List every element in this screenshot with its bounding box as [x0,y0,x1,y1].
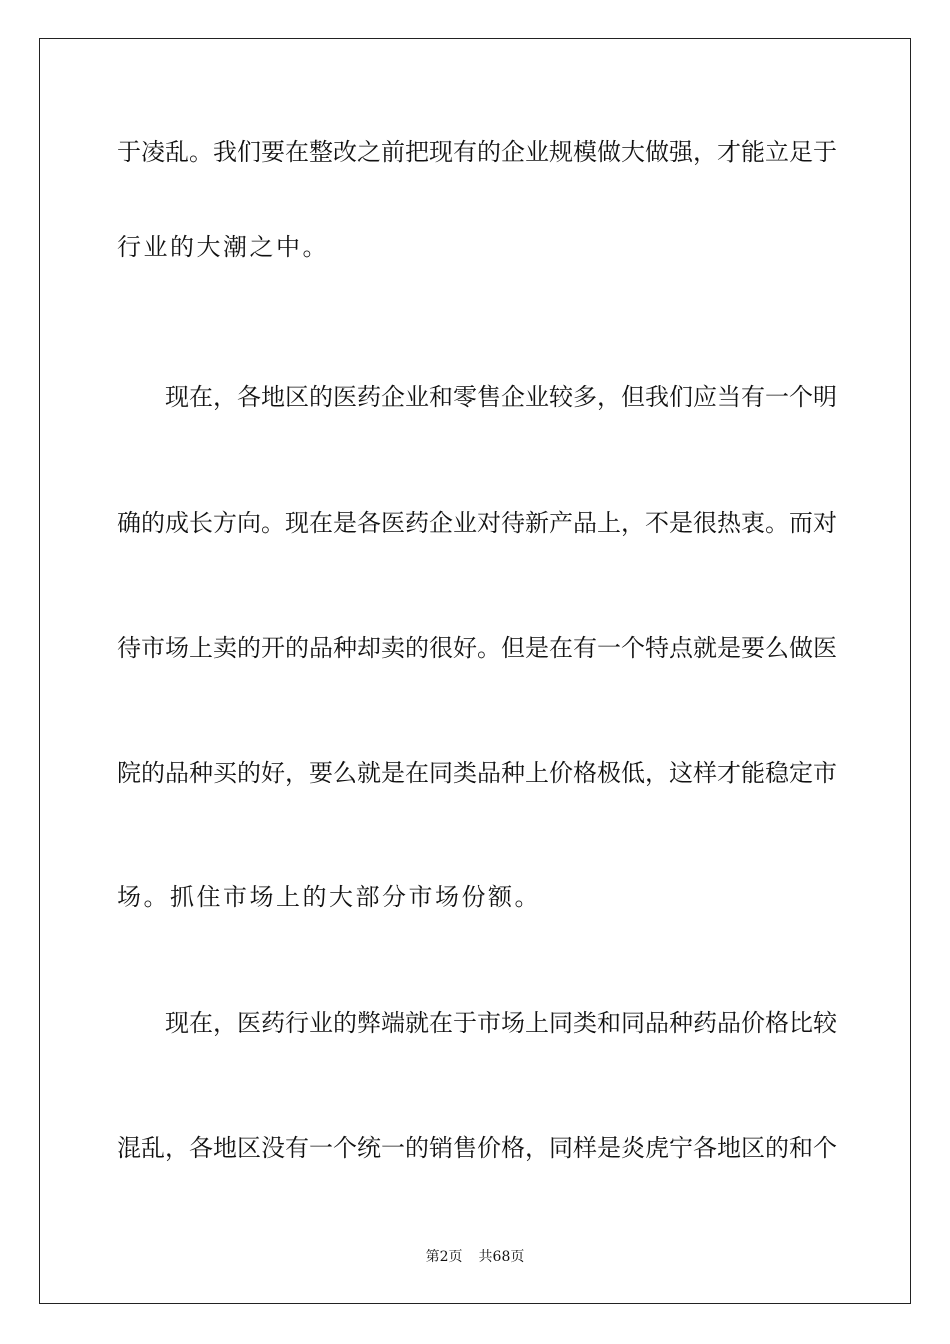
page-total: 共68页 [478,1249,525,1265]
page-border [39,38,911,1304]
paragraph-line: 现在，各地区的医药企业和零售企业较多，但我们应当有一个明 [165,383,837,411]
page-footer [0,1248,950,1266]
paragraph-line: 行业的大潮之中。 [117,233,329,261]
paragraph-line: 确的成长方向。现在是各医药企业对待新产品上，不是很热衷。而对 [117,509,837,537]
paragraph-line: 院的品种买的好，要么就是在同类品种上价格极低，这样才能稳定市 [117,759,837,787]
paragraph-line: 待市场上卖的开的品种却卖的很好。但是在有一个特点就是要么做医 [117,634,837,662]
paragraph-line: 场。抓住市场上的大部分市场份额。 [117,883,541,911]
paragraph-line: 于凌乱。我们要在整改之前把现有的企业规模做大做强，才能立足于 [117,138,837,166]
paragraph-line: 混乱，各地区没有一个统一的销售价格，同样是炎虎宁各地区的和个 [117,1134,837,1162]
page-number: 第2页 [425,1249,463,1265]
paragraph-line: 现在，医药行业的弊端就在于市场上同类和同品种药品价格比较 [165,1009,837,1037]
